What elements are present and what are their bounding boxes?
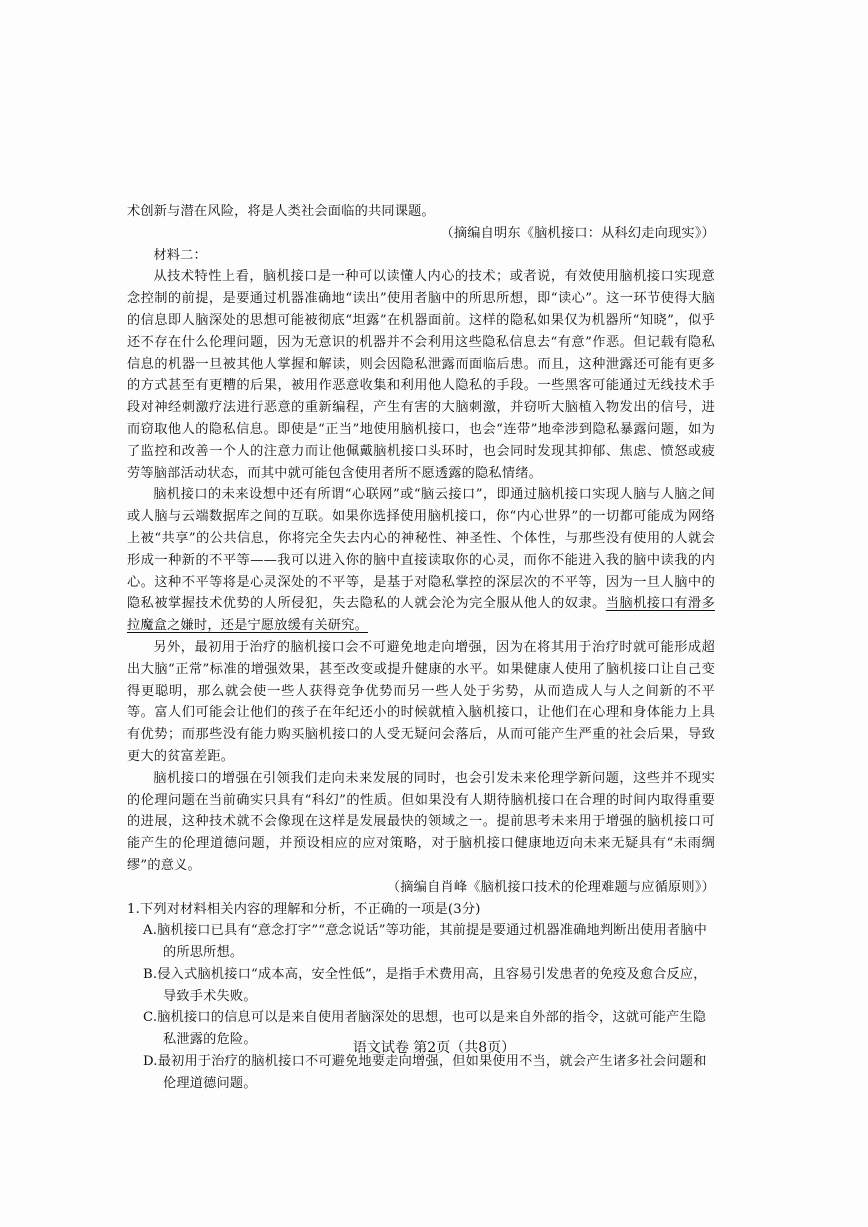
paragraph-2 — [127, 484, 715, 637]
option-a: A.脑机接口已具有“意念打字”“意念说话”等功能，其前提是要通过机器准确地判断出使用者脑中的所思所想。 — [143, 923, 707, 961]
material-2-label: 材料二： — [153, 247, 207, 263]
page-footer: 语文试卷 第2页（共8页） — [352, 1040, 516, 1056]
question-stem: 1.下列对材料相关内容的理解和分析，不正确的一项是(3分) — [127, 901, 481, 917]
text-body — [127, 201, 715, 1095]
underlined-sentence: 当脑机接口有滑多拉魔盒之嫌时，还是宁愿放缓有关研究。 — [127, 596, 715, 634]
top-line: 术创新与潜在风险，将是人类社会面临的共同课题。 — [127, 204, 435, 219]
paragraph-4: 脑机接口的增强在引领我们走向未来发展的同时，也会引发未来伦理学新问题，这些并不现实的伦理问题在当前确实只具有“科幻”的性质。但如果没有人期待脑机接口在合理的时间内取得重要的进展，这种技术就不会像现在这样是发展最快的领域之一。提前思考未来用于增强的脑机接口可能产生的伦理道德问题，并预设相应的应对策略，对于脑机接口健康地迈向未来无疑具有“未雨绸缪”的意义。 — [127, 770, 715, 873]
paragraph-2-text: 脑机接口的未来设想中还有所谓“心联网”或“脑云接口”，即通过脑机接口实现人脑与人脑之间或人脑与云端数据库之间的互联。如果你选择使用脑机接口，你“内心世界”的一切都可能成为网络上被“共享”的公共信息，你将完全失去内心的神秘性、神圣性、个体性，与那些没有使用的人就会形成一种新的不平等——我可以进入你的脑中直接读取你的心灵，而你不能进入我的脑中读我的内心。这种不平等将是心灵深处的不平等，是基于对隐私掌控的深层次的不平等，因为一旦人脑中的隐私被掌握技术优势的人所侵犯，失去隐私的人就会沦为完全服从他人的奴隶。 — [127, 487, 715, 612]
paragraph-3: 另外，最初用于治疗的脑机接口会不可避免地走向增强，因为在将其用于治疗时就可能形成超出大脑“正常”标准的增强效果，甚至改变或提升健康的水平。如果健康人使用了脑机接口让自己变得更聪明，那么就会使一些人获得竞争优势而另一些人处于劣势，从而造成人与人之间新的不平等。富人们可能会让他们的孩子在年纪还小的时候就植入脑机接口，让他们在心理和身体能力上具有优势；而那些没有能力购买脑机接口的人受无疑问会落后，从而可能产生严重的社会后果，导致更大的贫富差距。 — [127, 639, 715, 764]
option-d: D.最初用于治疗的脑机接口不可避免地要走向增强，但如果使用不当，就会产生诸多社会问题和伦理道德问题。 — [143, 1054, 707, 1091]
option-b: B.侵入式脑机接口“成本高，安全性低”，是指手术费用高，且容易引发患者的免疫及愈合反应，导致手术失败。 — [143, 966, 707, 1004]
option-c: C.脑机接口的信息可以是来自使用者脑深处的思想，也可以是来自外部的指令，这就可能产生隐私泄露的危险。 — [143, 1010, 707, 1048]
source-citation-1: （摘编自明东《脑机接口：从科幻走向现实》） — [440, 225, 715, 241]
paragraph-1: 从技术特性上看，脑机接口是一种可以读懂人内心的技术；或者说，有效使用脑机接口实现意念控制的前提，是要通过机器准确地“读出”使用者脑中的所思所想，即“读心”。这一环节使得大脑的信息即人脑深处的思想可能被彻底“坦露”在机器面前。这样的隐私如果仅为机器所“知晓”，似乎还不存在什么伦理问题，因为无意识的机器并不会利用这些隐私信息去“有意”作恶。但记载有隐私信息的机器一旦被其他人掌握和解读，则会因隐私泄露而面临后患。而且，这种泄露还可能有更多的方式甚至有更糟的后果，被用作恶意收集和利用他人隐私的手段。一些黑客可能通过无线技术手段对神经刺激疗法进行恶意的重新编程，产生有害的大脑刺激，并窃听大脑植入物发出的信号，进而窃取他人的隐私信息。即使是“正当”地使用脑机接口，也会“连带”地牵涉到隐私暴露问题，如为了监控和改善一个人的注意力而让他佩戴脑机接口头环时，也会同时发现其抑郁、焦虑、愤怒或疲劳等脑部活动状态，而其中就可能包含使用者所不愿透露的隐私情绪。 — [127, 269, 715, 481]
source-citation-2: （摘编自肖峰《脑机接口技术的伦理难题与应循原则》） — [386, 879, 715, 895]
